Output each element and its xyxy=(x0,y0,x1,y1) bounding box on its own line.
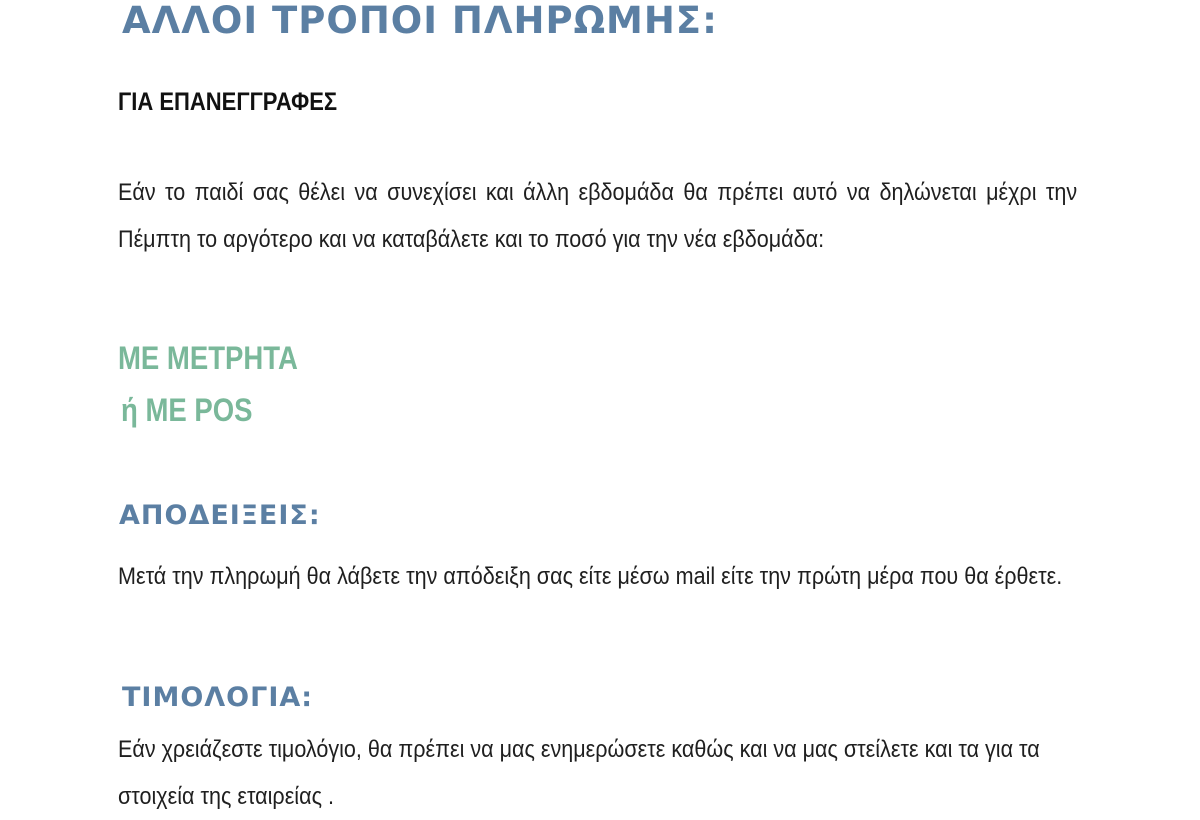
renewals-paragraph: Εάν το παιδί σας θέλει να συνεχίσει και άλλη εβδομάδα θα πρέπει αυτό να δηλώνεται μέχρι την Πέμπτη το αργότερο και να καταβάλετε και το ποσό για την νέα εβδομάδα: xyxy=(118,179,1078,253)
payment-option-cash: ΜΕ ΜΕΤΡΗΤΑ xyxy=(118,340,298,376)
invoices-paragraph: Εάν χρειάζεστε τιμολόγιο, θα πρέπει να μας ενημερώσετε καθώς και να μας στείλετε και τα για τα στοιχεία της εταιρείας . xyxy=(118,736,1040,810)
receipts-paragraph: Μετά την πληρωμή θα λάβετε την απόδειξη σας είτε μέσω mail είτε την πρώτη μέρα που θα έρθετε. xyxy=(118,563,1063,590)
payment-option-pos: ή ΜΕ POS xyxy=(121,392,253,428)
renewals-heading: ΓΙΑ ΕΠΑΝΕΓΓΡΑΦΕΣ xyxy=(118,88,338,116)
page-title: ΑΛΛΟΙ ΤΡΟΠΟΙ ΠΛΗΡΩΜΗΣ: xyxy=(122,0,718,42)
receipts-heading: ΑΠΟΔΕΙΞΕΙΣ: xyxy=(119,500,321,531)
invoices-heading: ΤΙΜΟΛΟΓΙΑ: xyxy=(122,682,314,713)
